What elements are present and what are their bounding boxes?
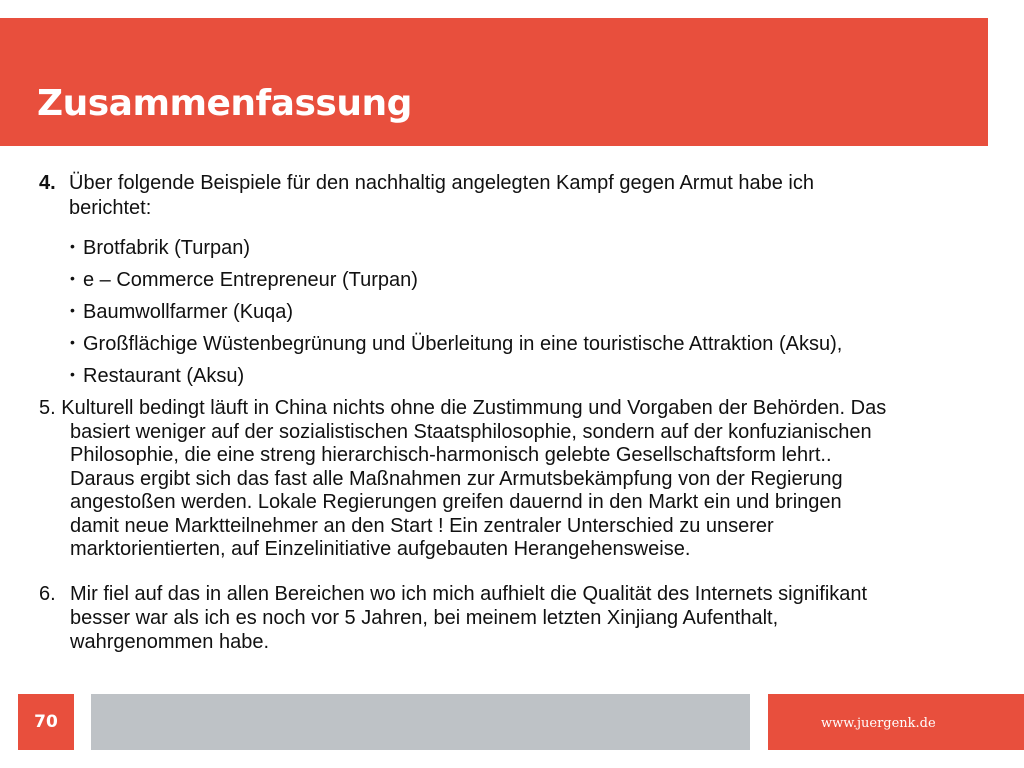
item5-line: marktorientierten, auf Einzelinitiative aufgebauten Herangehensweise. xyxy=(70,538,691,560)
item5-line: basiert weniger auf der sozialistischen Staatsphilosophie, sondern auf der konfuzianischen xyxy=(70,420,872,443)
bullet-item: • e – Commerce Entrepreneur (Turpan) xyxy=(70,269,418,291)
item6-number: 6. xyxy=(39,583,56,605)
bullet-icon: • xyxy=(70,238,75,254)
item6-line: besser war als ich es noch vor 5 Jahren, bei meinem letzten Xinjiang Aufenthalt, xyxy=(70,607,779,629)
footer-bar xyxy=(91,694,750,750)
item4-line: berichtet: xyxy=(69,197,152,219)
bullet-icon: • xyxy=(70,334,75,350)
item4-number: 4. xyxy=(39,172,56,194)
bullet-icon: • xyxy=(70,366,75,382)
bullet-item: • Restaurant (Aksu) xyxy=(70,365,245,387)
item6-line: Mir fiel auf das in allen Bereichen wo ich mich aufhielt die Qualität des Internets signifikant xyxy=(70,583,868,605)
item5-first-line: 5. Kulturell bedingt läuft in China nichts ohne die Zustimmung und Vorgaben der Behörden. Das xyxy=(39,397,887,419)
bullet-icon: • xyxy=(70,270,75,286)
item5-line: damit neue Marktteilnehmer an den Start ! Ein zentraler Unterschied zu unserer xyxy=(70,514,774,537)
bullet-icon: • xyxy=(70,302,75,318)
slide-title: Zusammenfassung xyxy=(37,83,412,124)
bullet-item: • Brotfabrik (Turpan) xyxy=(70,237,251,259)
page-number: 70 xyxy=(18,694,74,750)
bullet-item: • Baumwollfarmer (Kuqa) xyxy=(70,301,294,323)
bullet-item: • Großflächige Wüstenbegrünung und Überleitung in eine touristische Attraktion (Aksu), xyxy=(70,333,843,355)
item5-line: Philosophie, die eine streng hierarchisch-harmonisch gelebte Gesellschaftsform lehrt.. xyxy=(70,444,832,466)
website-link[interactable]: www.juergenk.de xyxy=(821,716,936,731)
website-badge xyxy=(768,694,1024,750)
item4-line: Über folgende Beispiele für den nachhaltig angelegten Kampf gegen Armut habe ich xyxy=(69,172,814,194)
item5-line: angestoßen werden. Lokale Regierungen greifen dauernd in den Markt ein und bringen xyxy=(70,491,842,513)
item6-line: wahrgenommen habe. xyxy=(70,631,270,653)
item5-line: Daraus ergibt sich das fast alle Maßnahmen zur Armutsbekämpfung von der Regierung xyxy=(70,467,843,490)
